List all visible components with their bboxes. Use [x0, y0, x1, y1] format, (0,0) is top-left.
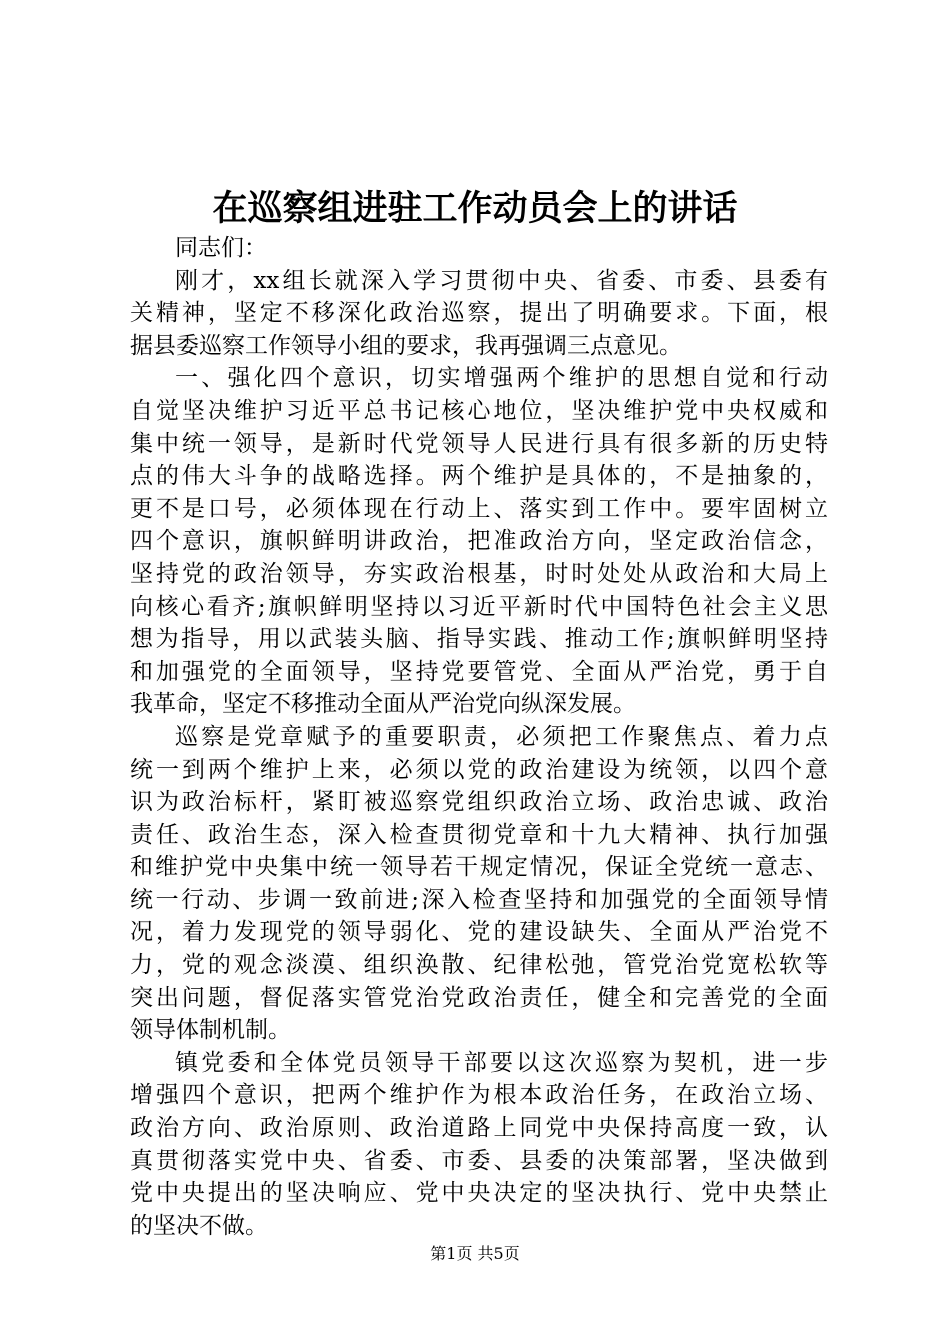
body-line: 和维护党中央集中统一领导若干规定情况，保证全党统一意志、 [130, 854, 828, 881]
body-line: 向核心看齐;旗帜鲜明坚持以习近平新时代中国特色社会主义思 [130, 593, 828, 620]
body-line: 和加强党的全面领导，坚持党要管党、全面从严治党，勇于自 [130, 658, 828, 685]
body-line: 镇党委和全体党员领导干部要以这次巡察为契机，进一步 [175, 1049, 828, 1076]
body-line: 政治方向、政治原则、政治道路上同党中央保持高度一致，认 [130, 1115, 828, 1142]
body-line: 想为指导，用以武装头脑、指导实践、推动工作;旗帜鲜明坚持 [130, 626, 828, 653]
body-line: 力，党的观念淡漠、组织涣散、纪律松弛，管党治党宽松软等 [130, 952, 828, 979]
body-line: 党中央提出的坚决响应、党中央决定的坚决执行、党中央禁止 [130, 1180, 828, 1207]
body-line: 自觉坚决维护习近平总书记核心地位，坚决维护党中央权威和 [130, 397, 828, 424]
body-line: 我革命，坚定不移推动全面从严治党向纵深发展。 [130, 691, 636, 718]
body-line: 统一行动、步调一致前进;深入检查坚持和加强党的全面领导情 [130, 886, 828, 913]
body-line: 领导体制机制。 [130, 1017, 291, 1044]
body-line: 据县委巡察工作领导小组的要求，我再强调三点意见。 [130, 332, 682, 359]
body-line: 点的伟大斗争的战略选择。两个维护是具体的，不是抽象的， [130, 463, 828, 490]
body-line: 坚持党的政治领导，夯实政治根基，时时处处从政治和大局上 [130, 560, 828, 587]
body-line: 集中统一领导，是新时代党领导人民进行具有很多新的历史特 [130, 430, 828, 457]
body-line: 同志们： [175, 235, 267, 261]
body-line: 的坚决不做。 [130, 1212, 268, 1239]
document-body [130, 232, 828, 1242]
body-line: 巡察是党章赋予的重要职责，必须把工作聚焦点、着力点 [175, 723, 828, 750]
body-line: 真贯彻落实党中央、省委、市委、县委的决策部署，坚决做到 [130, 1147, 828, 1174]
body-line: 突出问题，督促落实管党治党政治责任，健全和完善党的全面 [130, 984, 828, 1011]
body-line: 增强四个意识，把两个维护作为根本政治任务，在政治立场、 [130, 1082, 828, 1109]
body-line: 一、强化四个意识，切实增强两个维护的思想自觉和行动 [175, 365, 828, 392]
body-line: 四个意识，旗帜鲜明讲政治，把准政治方向，坚定政治信念， [130, 528, 828, 555]
body-line: 况，着力发现党的领导弱化、党的建设缺失、全面从严治党不 [130, 919, 828, 946]
body-line: 统一到两个维护上来，必须以党的政治建设为统领，以四个意 [130, 756, 828, 783]
body-line: 责任、政治生态，深入检查贯彻党章和十九大精神、执行加强 [130, 821, 828, 848]
body-line: 更不是口号，必须体现在行动上、落实到工作中。要牢固树立 [130, 495, 828, 522]
body-line: 识为政治标杆，紧盯被巡察党组织政治立场、政治忠诚、政治 [130, 789, 828, 816]
document-title: 在巡察组进驻工作动员会上的讲话 [212, 188, 738, 229]
body-line: 刚才，xx组长就深入学习贯彻中央、省委、市委、县委有 [175, 267, 828, 294]
body-line: 关精神，坚定不移深化政治巡察，提出了明确要求。下面，根 [130, 300, 828, 327]
page-footer: 第1页 共5页 [430, 1244, 520, 1263]
